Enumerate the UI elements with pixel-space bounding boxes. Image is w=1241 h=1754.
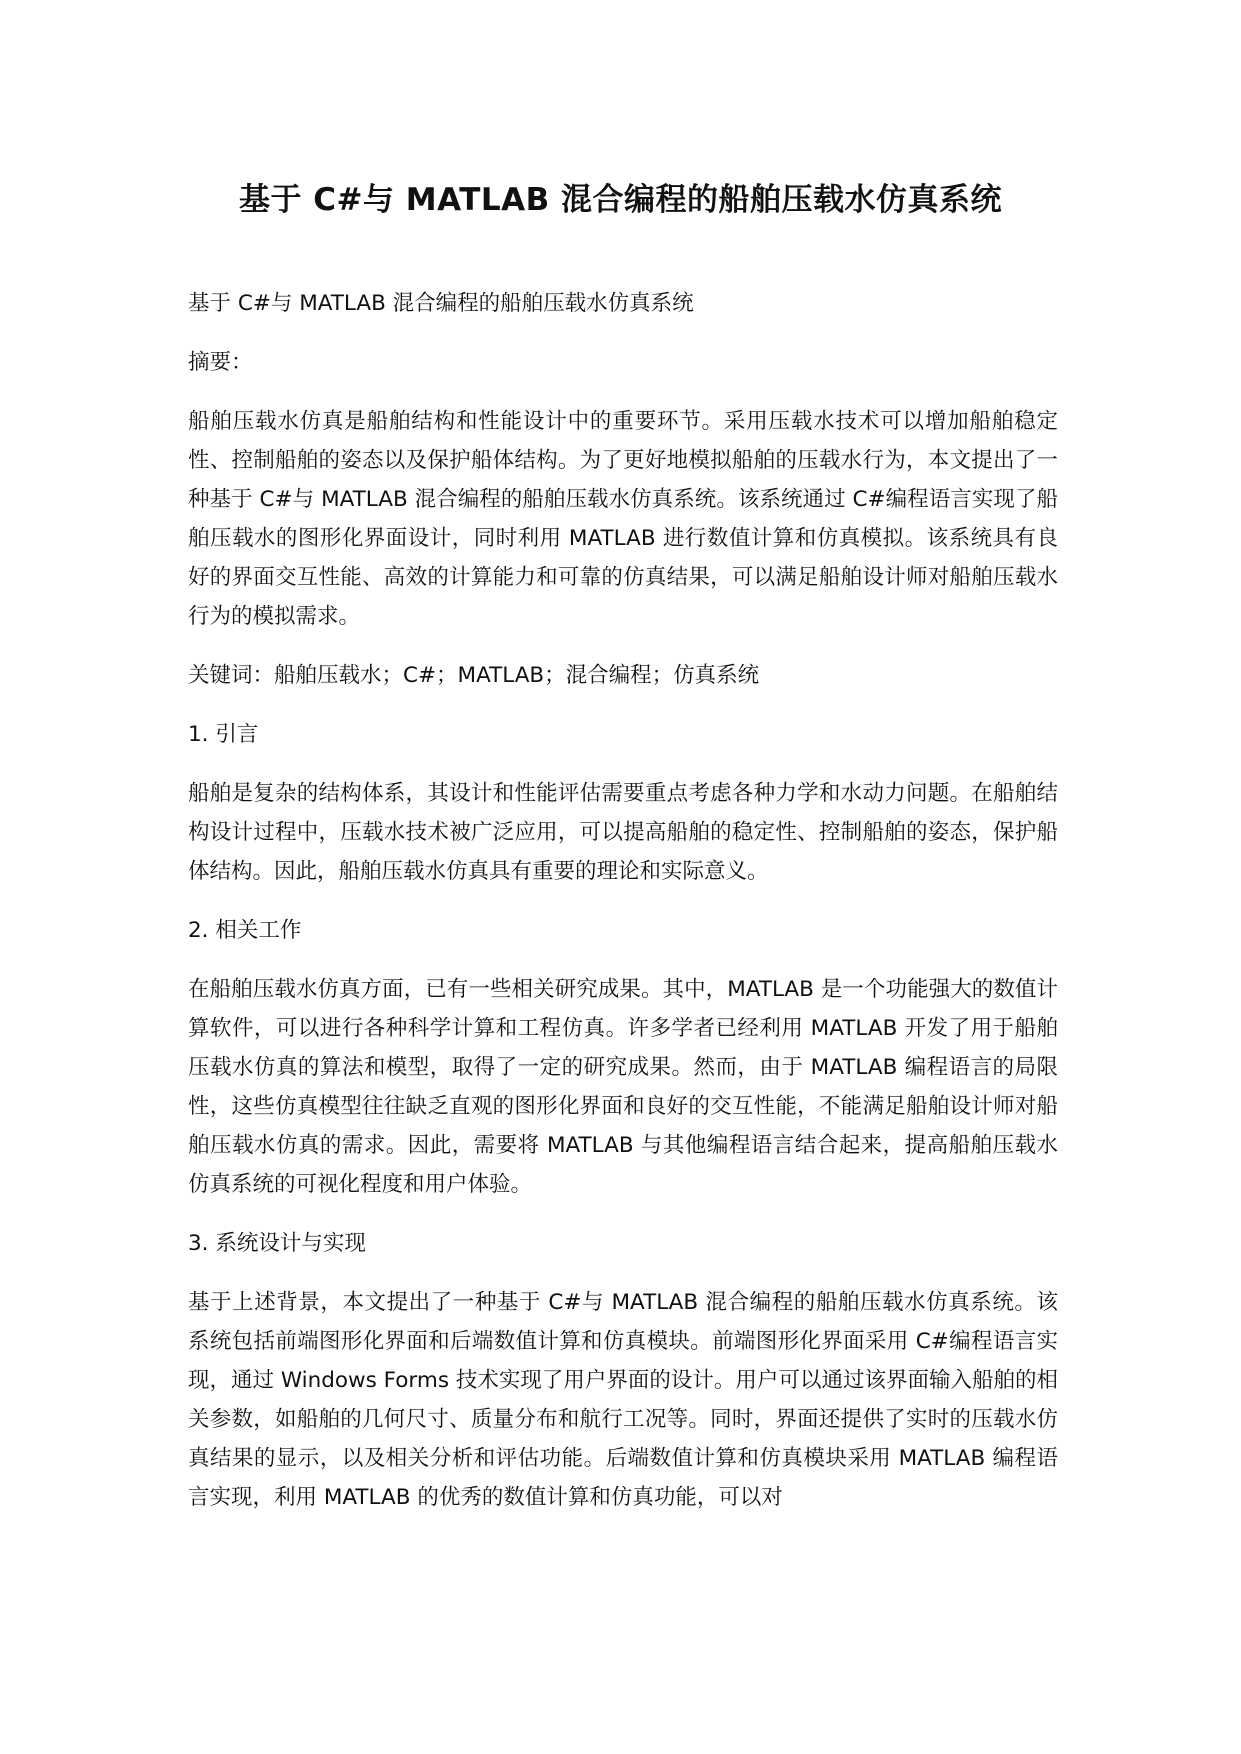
section-heading-2: 2. 相关工作: [188, 918, 302, 943]
section-paragraph-3: 基于上述背景，本文提出了一种基于 C#与 MATLAB 混合编程的船舶压载水仿真系统。该系统包括前端图形化界面和后端数值计算和仿真模块。前端图形化界面采用 C#编程语言实现，通过 Windows Forms 技术实现了用户界面的设计。用户可以通过该界面输入船舶的相关参数，如船舶的几何尺寸、质量分布和航行工况等。同时，界面还提供了实时的压载水仿真结果的显示，以及相关分析和评估功能。后端数值计算和仿真模块采用 MATLAB 编程语言实现，利用 MATLAB 的优秀的数值计算和仿真功能，可以对: [188, 1290, 1058, 1510]
subtitle: 基于 C#与 MATLAB 混合编程的船舶压载水仿真系统: [188, 291, 694, 316]
keywords: 关键词：船舶压载水；C#；MATLAB；混合编程；仿真系统: [188, 663, 760, 688]
section-heading-1: 1. 引言: [188, 722, 259, 747]
abstract-paragraph: 船舶压载水仿真是船舶结构和性能设计中的重要环节。采用压载水技术可以增加船舶稳定性、控制船舶的姿态以及保护船体结构。为了更好地模拟船舶的压载水行为，本文提出了一种基于 C#与 MATLAB 混合编程的船舶压载水仿真系统。该系统通过 C#编程语言实现了船舶压载水的图形化界面设计，同时利用 MATLAB 进行数值计算和仿真模拟。该系统具有良好的界面交互性能、高效的计算能力和可靠的仿真结果，可以满足船舶设计师对船舶压载水行为的模拟需求。: [188, 409, 1058, 629]
section-paragraph-2: 在船舶压载水仿真方面，已有一些相关研究成果。其中，MATLAB 是一个功能强大的数值计算软件，可以进行各种科学计算和工程仿真。许多学者已经利用 MATLAB 开发了用于船舶压载水仿真的算法和模型，取得了一定的研究成果。然而，由于 MATLAB 编程语言的局限性，这些仿真模型往往缺乏直观的图形化界面和良好的交互性能，不能满足船舶设计师对船舶压载水仿真的需求。因此，需要将 MATLAB 与其他编程语言结合起来，提高船舶压载水仿真系统的可视化程度和用户体验。: [188, 977, 1058, 1197]
section-paragraph-1: 船舶是复杂的结构体系，其设计和性能评估需要重点考虑各种力学和水动力问题。在船舶结构设计过程中，压载水技术被广泛应用，可以提高船舶的稳定性、控制船舶的姿态，保护船体结构。因此，船舶压载水仿真具有重要的理论和实际意义。: [188, 781, 1058, 884]
section-heading-3: 3. 系统设计与实现: [188, 1231, 366, 1256]
abstract-heading: 摘要：: [188, 350, 253, 375]
document-title: 基于 C#与 MATLAB 混合编程的船舶压载水仿真系统: [238, 182, 1003, 218]
document-body: [188, 284, 1058, 1537]
